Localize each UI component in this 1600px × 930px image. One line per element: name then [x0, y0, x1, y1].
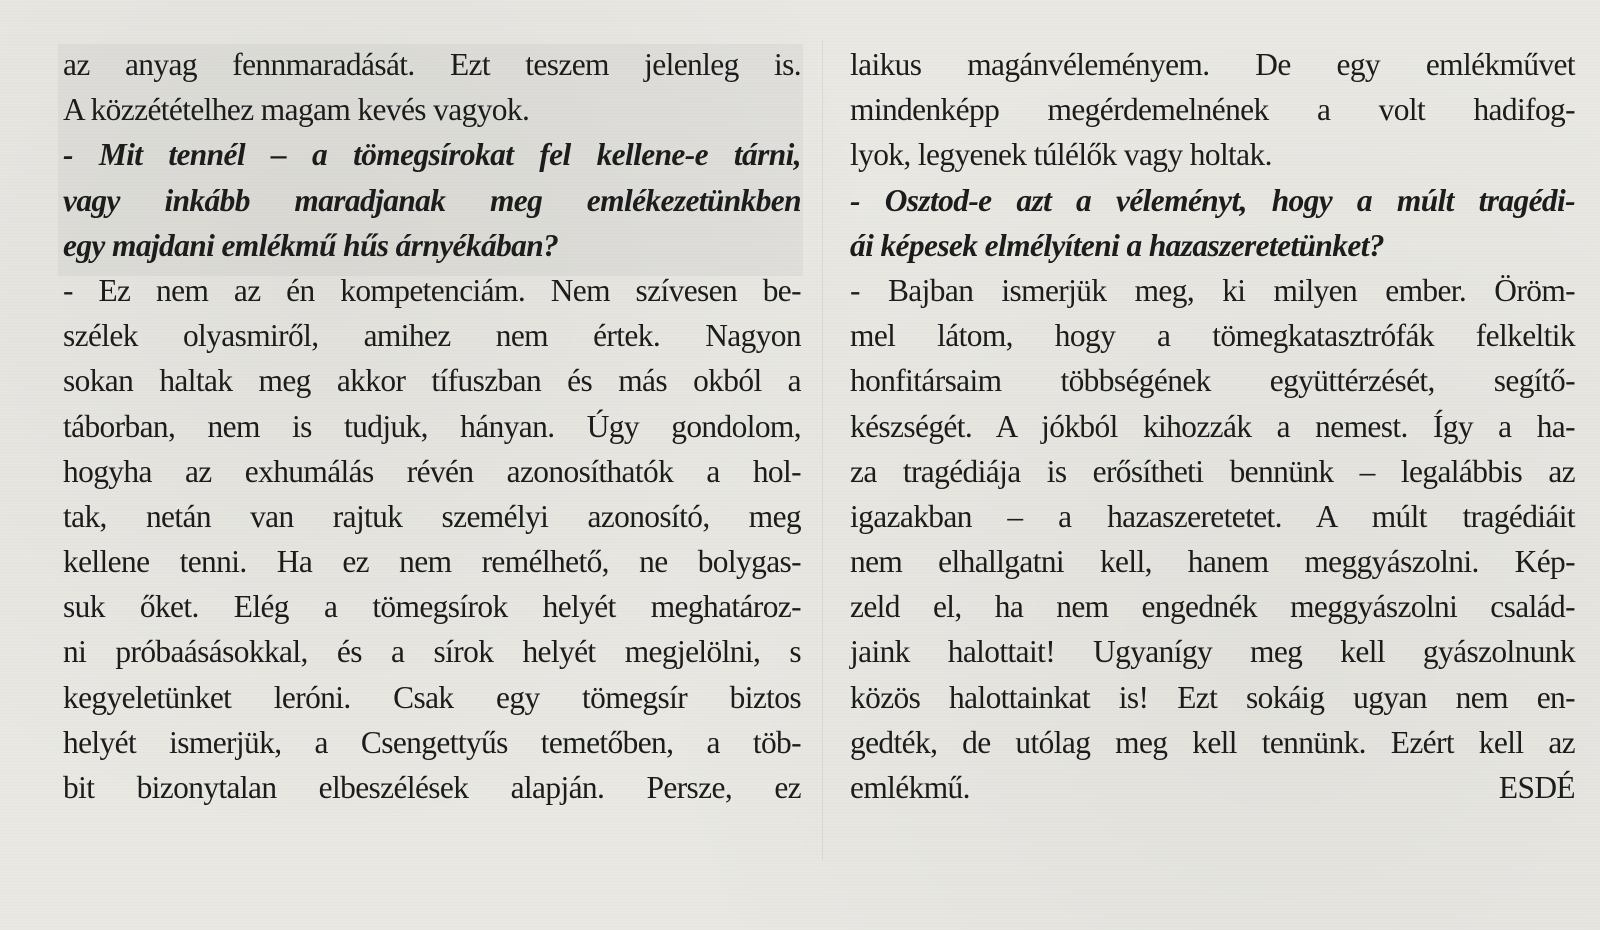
text-line: bit bizonytalan elbeszélések alapján. Persze, ez — [63, 770, 801, 805]
text-line: - Ez nem az én kompetenciám. Nem szívesen be- — [63, 272, 801, 308]
interview-question-line: - Osztod-e azt a véleményt, hogy a múlt tragédi- — [850, 182, 1575, 218]
text-line: suk őket. Elég a tömegsírok helyét meghatároz- — [63, 589, 801, 625]
interview-question-line: egy majdani emlékmű hűs árnyékában? — [63, 227, 559, 263]
text-line: lyok, legyenek túlélők vagy holtak. — [850, 137, 1272, 173]
text-line: szélek olyasmiről, amihez nem értek. Nagyon — [63, 318, 801, 354]
column-gutter — [822, 40, 823, 860]
text-line: mindenképp megérdemelnének a volt hadifog- — [850, 92, 1575, 128]
text-line: kellene tenni. Ha ez nem remélhető, ne bolygas- — [63, 544, 801, 580]
text-line: hogyha az exhumálás révén azonosíthatók a hol- — [63, 453, 801, 489]
closing-line — [850, 765, 1575, 810]
text-line: helyét ismerjük, a Csengettyűs temetőben, a töb- — [63, 724, 801, 760]
text-line: táborban, nem is tudjuk, hányan. Úgy gondolom, — [63, 408, 801, 444]
text-line: jaink halottait! Ugyanígy meg kell gyászolnunk — [850, 634, 1575, 670]
text-line: igazakban – a hazaszeretetet. A múlt tragédiáit — [850, 498, 1575, 534]
text-line: gedték, de utólag meg kell tennünk. Ezért kell az — [850, 724, 1575, 760]
text-line: kegyeletünket leróni. Csak egy tömegsír biztos — [63, 679, 801, 715]
text-line: az anyag fennmaradását. Ezt teszem jelenleg is. — [63, 47, 801, 82]
text-line: készségét. A jókból kihozzák a nemest. Így a ha- — [850, 408, 1575, 444]
left-column — [63, 42, 801, 810]
text-line: A közzétételhez magam kevés vagyok. — [63, 92, 530, 128]
text-line: nem elhallgatni kell, hanem meggyászolni. Kép- — [850, 544, 1575, 580]
interview-question-line: - Mit tennél – a tömegsírokat fel kellene-e tárni, — [63, 137, 801, 173]
text-line: tak, netán van rajtuk személyi azonosító, meg — [63, 498, 801, 534]
text-line: laikus magánvéleményem. De egy emlékművet — [850, 47, 1575, 82]
interview-question-line: vagy inkább maradjanak meg emlékezetünkben — [63, 182, 801, 218]
text-line: ni próbaásásokkal, és a sírok helyét megjelölni, s — [63, 634, 801, 670]
text-line: zeld el, ha nem engednék meggyászolni család- — [850, 589, 1575, 625]
final-text: emlékmű. — [850, 770, 970, 805]
author-signature: ESDÉ — [1498, 770, 1575, 805]
interview-question-line: ái képesek elmélyíteni a hazaszeretetünket? — [850, 227, 1384, 263]
right-column — [850, 42, 1575, 810]
text-line: za tragédiája is erősítheti bennünk – legalábbis az — [850, 453, 1575, 489]
text-line: honfitársaim többségének együttérzését, segítő- — [850, 363, 1575, 399]
text-line: mel látom, hogy a tömegkatasztrófák felkeltik — [850, 318, 1575, 354]
text-line: sokan haltak meg akkor tífuszban és más okból a — [63, 363, 801, 399]
text-line: közös halottainkat is! Ezt sokáig ugyan nem en- — [850, 679, 1575, 715]
text-line: - Bajban ismerjük meg, ki milyen ember. Öröm- — [850, 272, 1575, 308]
